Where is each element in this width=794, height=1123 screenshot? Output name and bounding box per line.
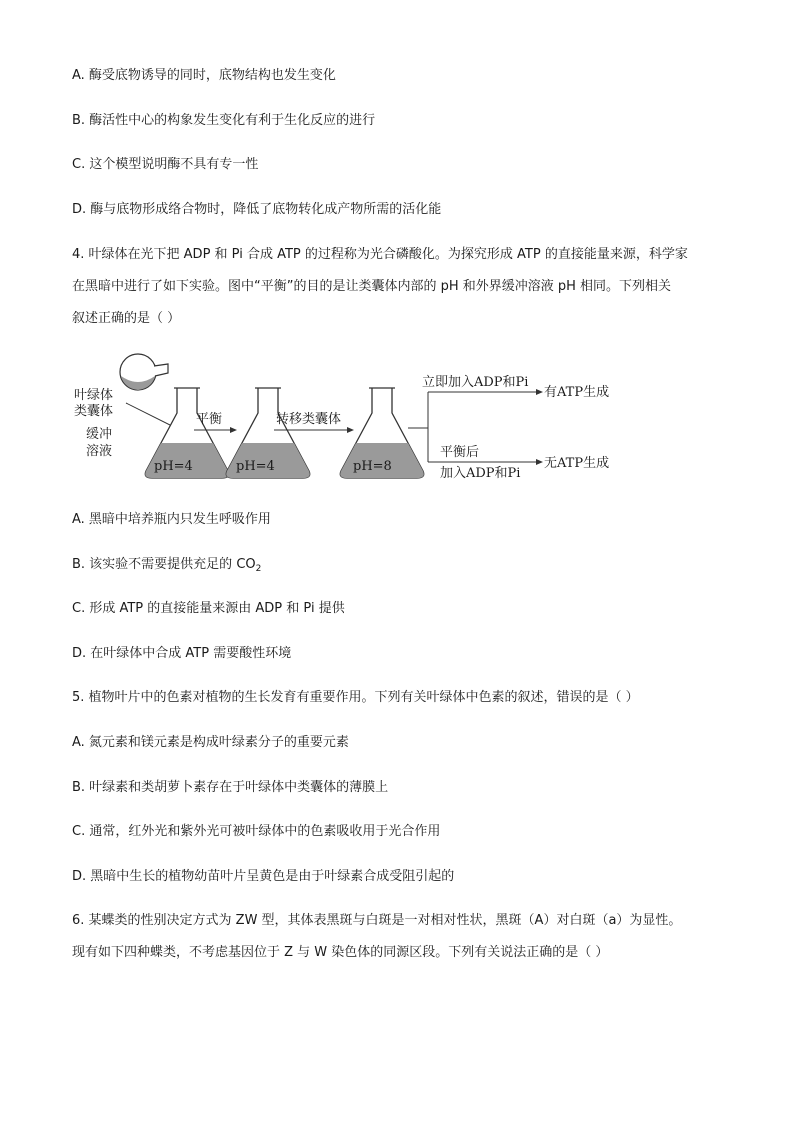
q3-option-a: A. 酶受底物诱导的同时，底物结构也发生变化: [72, 68, 336, 83]
q4-experiment-diagram: [70, 348, 670, 488]
label-buffer-2: 溶液: [86, 444, 113, 459]
q5-stem: 5. 植物叶片中的色素对植物的生长发育有重要作用。下列有关叶绿体中色素的叙述，错误的是（ ）: [72, 690, 639, 705]
label-buffer-1: 缓冲: [86, 427, 113, 442]
q3-option-c: C. 这个模型说明酶不具有专一性: [72, 157, 259, 172]
branch-bottom-label-2: 加入ADP和Pi: [440, 466, 521, 481]
q5-option-a: A. 氮元素和镁元素是构成叶绿素分子的重要元素: [72, 735, 349, 750]
q4-stem-line-2: 在黑暗中进行了如下实验。图中“平衡”的目的是让类囊体内部的 pH 和外界缓冲溶液 pH 相同。下列相关: [72, 279, 672, 294]
q4-option-b-text: B. 该实验不需要提供充足的 CO: [72, 557, 256, 572]
label-chloroplast-1: 叶绿体: [74, 388, 114, 403]
q4-option-c: C. 形成 ATP 的直接能量来源由 ADP 和 Pi 提供: [72, 601, 345, 616]
q6-stem-line-1: 6. 某蝶类的性别决定方式为 ZW 型，其体表黑斑与白斑是一对相对性状，黑斑（A）对白斑（a）为显性。: [72, 913, 682, 928]
q3-option-b: B. 酶活性中心的构象发生变化有利于生化反应的进行: [72, 113, 376, 128]
q5-option-d: D. 黑暗中生长的植物幼苗叶片呈黄色是由于叶绿素合成受阻引起的: [72, 869, 455, 884]
result-top: 有ATP生成: [544, 385, 610, 400]
q5-option-c: C. 通常，红外光和紫外光可被叶绿体中的色素吸收用于光合作用: [72, 824, 441, 839]
co2-subscript: 2: [255, 564, 262, 574]
flask-1-ph: pH=4: [154, 459, 193, 474]
branch-bottom-label-1: 平衡后: [440, 445, 480, 460]
flask-2-ph: pH=4: [236, 459, 275, 474]
q4-stem-line-3: 叙述正确的是（ ）: [72, 311, 181, 326]
q3-option-d: D. 酶与底物形成络合物时，降低了底物转化成产物所需的活化能: [72, 202, 442, 217]
q4-option-d: D. 在叶绿体中合成 ATP 需要酸性环境: [72, 646, 292, 661]
label-chloroplast-2: 类囊体: [74, 404, 114, 419]
q6-stem-line-2: 现有如下四种蝶类，不考虑基因位于 Z 与 W 染色体的同源区段。下列有关说法正确的是（ ）: [72, 945, 609, 960]
arrow-1-label: 平衡: [196, 412, 223, 427]
q5-option-b: B. 叶绿素和类胡萝卜素存在于叶绿体中类囊体的薄膜上: [72, 780, 389, 795]
q4-option-a: A. 黑暗中培养瓶内只发生呼吸作用: [72, 512, 271, 527]
branch-top-label: 立即加入ADP和Pi: [422, 375, 529, 390]
chloroplast-flask: [120, 354, 168, 390]
q4-option-b: [72, 555, 261, 579]
arrow-2-label: 转移类囊体: [276, 412, 342, 427]
flask-3-ph: pH=8: [353, 459, 392, 474]
q4-stem-line-1: 4. 叶绿体在光下把 ADP 和 Pi 合成 ATP 的过程称为光合磷酸化。为探究形成 ATP 的直接能量来源，科学家: [72, 247, 688, 262]
result-bottom: 无ATP生成: [544, 456, 610, 471]
